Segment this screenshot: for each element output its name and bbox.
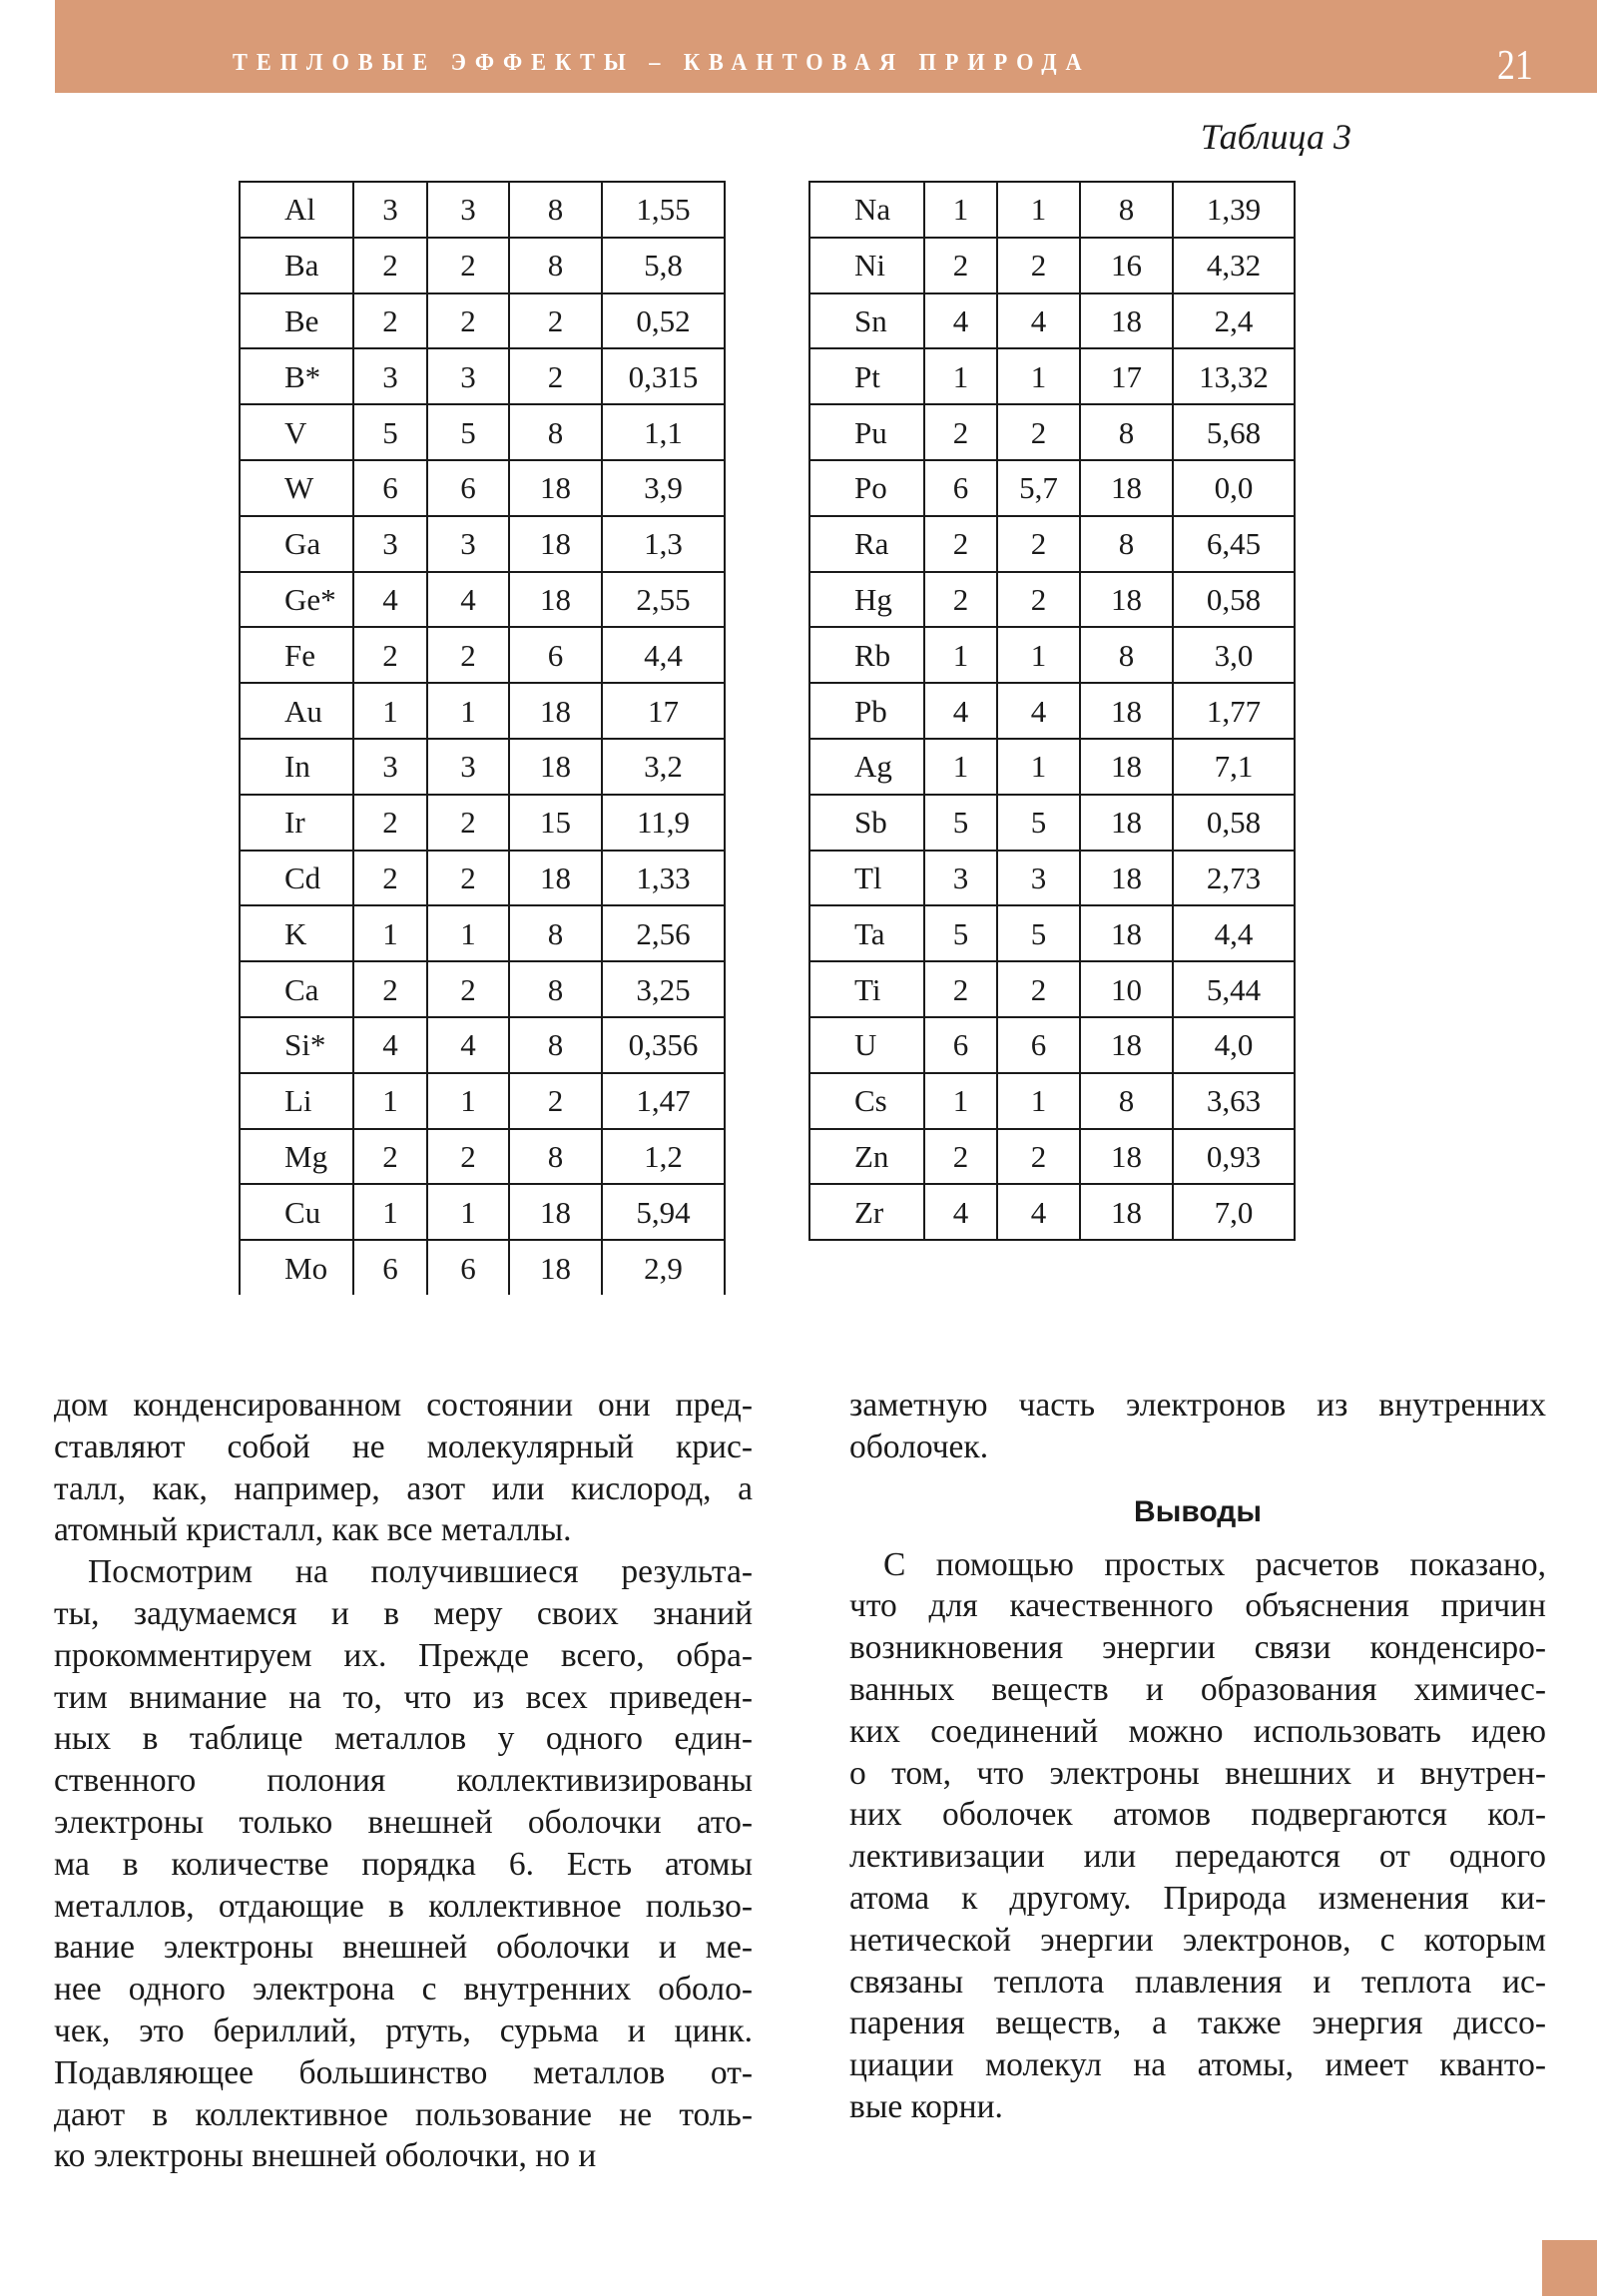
text-line: ко электроны внешней оболочки, но и bbox=[54, 2137, 597, 2175]
cell-value-4: 1,33 bbox=[602, 851, 725, 906]
cell-value-4: 1,77 bbox=[1173, 683, 1295, 739]
cell-value-1: 3 bbox=[924, 851, 997, 906]
data-table-right bbox=[808, 181, 1296, 1241]
cell-value-2: 2 bbox=[427, 627, 509, 683]
text-line: нее одного электрона с внутренних оболо- bbox=[54, 1971, 753, 2009]
cell-value-4: 3,63 bbox=[1173, 1073, 1295, 1129]
cell-value-3: 15 bbox=[509, 795, 602, 851]
cell-value-2: 6 bbox=[997, 1017, 1080, 1073]
cell-value-2: 1 bbox=[997, 182, 1080, 238]
table-row bbox=[809, 182, 1295, 238]
cell-element-symbol: Na bbox=[809, 182, 924, 238]
cell-value-2: 4 bbox=[997, 683, 1080, 739]
section-heading-conclusions: Выводы bbox=[1134, 1494, 1262, 1528]
cell-value-2: 1 bbox=[427, 905, 509, 961]
cell-value-1: 2 bbox=[924, 572, 997, 628]
cell-value-2: 5,7 bbox=[997, 460, 1080, 516]
cell-value-3: 2 bbox=[509, 348, 602, 404]
text-line: что для качественного объяснения причин bbox=[849, 1587, 1546, 1625]
cell-value-2: 3 bbox=[427, 182, 509, 238]
cell-element-symbol: Ta bbox=[809, 905, 924, 961]
table-row bbox=[809, 516, 1295, 572]
cell-value-2: 2 bbox=[427, 1129, 509, 1185]
table-row bbox=[240, 1073, 725, 1129]
cell-value-3: 2 bbox=[509, 1073, 602, 1129]
table-row bbox=[809, 1073, 1295, 1129]
cell-value-2: 5 bbox=[427, 404, 509, 460]
cell-element-symbol: Zn bbox=[809, 1129, 924, 1185]
cell-element-symbol: Cs bbox=[809, 1073, 924, 1129]
cell-value-3: 8 bbox=[509, 1129, 602, 1185]
running-title: ТЕПЛОВЫЕ ЭФФЕКТЫ – КВАНТОВАЯ ПРИРОДА bbox=[233, 50, 1091, 76]
cell-value-2: 2 bbox=[427, 238, 509, 293]
cell-value-2: 1 bbox=[997, 627, 1080, 683]
text-line: атомный кристалл, как все металлы. bbox=[54, 1511, 572, 1549]
cell-element-symbol: Ag bbox=[809, 739, 924, 795]
text-line: Подавляющее большинство металлов от- bbox=[54, 2053, 753, 2091]
cell-element-symbol: Sb bbox=[809, 795, 924, 851]
cell-value-4: 5,68 bbox=[1173, 404, 1295, 460]
paragraph bbox=[54, 1385, 753, 1551]
cell-value-3: 18 bbox=[509, 460, 602, 516]
table-row bbox=[809, 851, 1295, 906]
text-line: связаны теплота плавления и теплота ис- bbox=[849, 1963, 1546, 2001]
cell-value-4: 3,2 bbox=[602, 739, 725, 795]
cell-value-4: 1,2 bbox=[602, 1129, 725, 1185]
table-row bbox=[240, 905, 725, 961]
cell-value-3: 8 bbox=[509, 404, 602, 460]
cell-element-symbol: Pb bbox=[809, 683, 924, 739]
table-row bbox=[809, 905, 1295, 961]
cell-value-3: 8 bbox=[509, 905, 602, 961]
table-row bbox=[240, 460, 725, 516]
text-line: чек, это бериллий, ртуть, сурьма и цинк. bbox=[54, 2011, 753, 2049]
cell-value-4: 5,44 bbox=[1173, 961, 1295, 1017]
cell-element-symbol: Pt bbox=[809, 348, 924, 404]
cell-value-3: 8 bbox=[1080, 516, 1173, 572]
cell-value-2: 1 bbox=[427, 683, 509, 739]
cell-value-4: 4,4 bbox=[1173, 905, 1295, 961]
cell-value-1: 2 bbox=[353, 293, 427, 349]
cell-element-symbol: Rb bbox=[809, 627, 924, 683]
text-line: вые корни. bbox=[849, 2087, 1003, 2125]
cell-value-2: 6 bbox=[427, 460, 509, 516]
cell-element-symbol: U bbox=[809, 1017, 924, 1073]
cell-value-1: 4 bbox=[924, 293, 997, 349]
text-line: Посмотрим на получившиеся результа- bbox=[88, 1553, 753, 1591]
cell-value-3: 8 bbox=[1080, 182, 1173, 238]
cell-value-2: 1 bbox=[997, 1073, 1080, 1129]
body-text-right-column bbox=[849, 1385, 1546, 2128]
cell-value-4: 0,356 bbox=[602, 1017, 725, 1073]
cell-value-4: 0,58 bbox=[1173, 572, 1295, 628]
cell-element-symbol: Pu bbox=[809, 404, 924, 460]
table-row bbox=[809, 1017, 1295, 1073]
cell-value-1: 1 bbox=[353, 905, 427, 961]
text-line: парения веществ, а также энергия диссо- bbox=[849, 2005, 1546, 2042]
cell-value-3: 18 bbox=[509, 683, 602, 739]
text-line: ких соединений можно использовать идею bbox=[849, 1712, 1546, 1750]
cell-value-1: 1 bbox=[353, 683, 427, 739]
cell-value-2: 4 bbox=[427, 572, 509, 628]
cell-value-1: 3 bbox=[353, 739, 427, 795]
cell-value-3: 8 bbox=[509, 238, 602, 293]
cell-element-symbol: Cu bbox=[240, 1184, 353, 1240]
cell-value-4: 4,32 bbox=[1173, 238, 1295, 293]
cell-element-symbol: B* bbox=[240, 348, 353, 404]
cell-value-2: 2 bbox=[427, 795, 509, 851]
cell-value-1: 6 bbox=[924, 460, 997, 516]
cell-value-4: 0,315 bbox=[602, 348, 725, 404]
cell-value-2: 2 bbox=[427, 851, 509, 906]
cell-element-symbol: Fe bbox=[240, 627, 353, 683]
text-line: заметную часть электронов из внутренних bbox=[849, 1387, 1546, 1424]
cell-value-3: 8 bbox=[509, 1017, 602, 1073]
cell-element-symbol: Ca bbox=[240, 961, 353, 1017]
table-row bbox=[240, 961, 725, 1017]
cell-value-1: 6 bbox=[353, 460, 427, 516]
cell-element-symbol: Sn bbox=[809, 293, 924, 349]
cell-value-1: 2 bbox=[353, 795, 427, 851]
cell-value-3: 17 bbox=[1080, 348, 1173, 404]
text-line: лективизации или передаются от одного bbox=[849, 1838, 1546, 1876]
text-line: ставляют собой не молекулярный крис- bbox=[54, 1428, 753, 1465]
text-line: тим внимание на то, что из всех приведен- bbox=[54, 1678, 753, 1716]
cell-value-4: 1,3 bbox=[602, 516, 725, 572]
cell-value-4: 1,39 bbox=[1173, 182, 1295, 238]
cell-element-symbol: Mo bbox=[240, 1240, 353, 1295]
text-line: ных в таблице металлов у одного един- bbox=[54, 1720, 753, 1758]
cell-value-1: 2 bbox=[353, 238, 427, 293]
cell-value-3: 18 bbox=[1080, 1184, 1173, 1240]
cell-value-4: 2,73 bbox=[1173, 851, 1295, 906]
cell-value-3: 18 bbox=[509, 739, 602, 795]
table-row bbox=[809, 348, 1295, 404]
table-row bbox=[240, 683, 725, 739]
cell-value-3: 18 bbox=[1080, 460, 1173, 516]
text-line: талл, как, например, азот или кислород, а bbox=[54, 1469, 753, 1507]
text-line: циации молекул на атомы, имеет кванто- bbox=[849, 2046, 1546, 2084]
table-row bbox=[809, 739, 1295, 795]
cell-value-4: 1,55 bbox=[602, 182, 725, 238]
table-row bbox=[809, 404, 1295, 460]
table-row bbox=[809, 795, 1295, 851]
cell-element-symbol: Si* bbox=[240, 1017, 353, 1073]
cell-value-2: 2 bbox=[997, 404, 1080, 460]
cell-value-1: 2 bbox=[353, 1129, 427, 1185]
table-row bbox=[809, 238, 1295, 293]
cell-value-4: 5,8 bbox=[602, 238, 725, 293]
cell-value-3: 18 bbox=[509, 516, 602, 572]
cell-value-1: 2 bbox=[353, 961, 427, 1017]
cell-element-symbol: Tl bbox=[809, 851, 924, 906]
text-line: возникновения энергии связи конденсиро- bbox=[849, 1629, 1546, 1667]
table-row bbox=[809, 460, 1295, 516]
running-header-band bbox=[55, 0, 1597, 93]
cell-element-symbol: Hg bbox=[809, 572, 924, 628]
text-line: дом конденсированном состоянии они пред- bbox=[54, 1387, 753, 1424]
cell-element-symbol: Mg bbox=[240, 1129, 353, 1185]
cell-value-2: 1 bbox=[997, 739, 1080, 795]
cell-value-2: 3 bbox=[427, 348, 509, 404]
cell-value-4: 3,9 bbox=[602, 460, 725, 516]
table-row bbox=[809, 683, 1295, 739]
cell-value-3: 18 bbox=[509, 851, 602, 906]
cell-element-symbol: Ir bbox=[240, 795, 353, 851]
cell-value-4: 0,58 bbox=[1173, 795, 1295, 851]
cell-value-2: 1 bbox=[997, 348, 1080, 404]
cell-element-symbol: Cd bbox=[240, 851, 353, 906]
cell-value-2: 4 bbox=[997, 1184, 1080, 1240]
cell-value-3: 18 bbox=[1080, 795, 1173, 851]
cell-element-symbol: Au bbox=[240, 683, 353, 739]
cell-value-2: 2 bbox=[997, 572, 1080, 628]
text-line: дают в коллективное пользование не толь- bbox=[54, 2095, 753, 2133]
text-line: С помощью простых расчетов показано, bbox=[883, 1545, 1546, 1583]
cell-value-4: 3,0 bbox=[1173, 627, 1295, 683]
cell-element-symbol: V bbox=[240, 404, 353, 460]
table-row bbox=[240, 516, 725, 572]
cell-element-symbol: Ti bbox=[809, 961, 924, 1017]
cell-value-1: 2 bbox=[924, 516, 997, 572]
text-line: о том, что электроны внешних и внутрен- bbox=[849, 1754, 1546, 1792]
cell-element-symbol: Ge* bbox=[240, 572, 353, 628]
cell-value-4: 6,45 bbox=[1173, 516, 1295, 572]
cell-value-1: 1 bbox=[924, 739, 997, 795]
cell-value-3: 18 bbox=[1080, 572, 1173, 628]
text-line: ванных веществ и образования химичес- bbox=[849, 1670, 1546, 1708]
cell-value-4: 5,94 bbox=[602, 1184, 725, 1240]
cell-value-4: 1,1 bbox=[602, 404, 725, 460]
text-line: атома к другому. Природа изменения ки- bbox=[849, 1879, 1546, 1917]
cell-value-4: 0,52 bbox=[602, 293, 725, 349]
cell-element-symbol: Li bbox=[240, 1073, 353, 1129]
text-line: металлов, отдающие в коллективное пользо- bbox=[54, 1887, 753, 1925]
cell-value-4: 4,0 bbox=[1173, 1017, 1295, 1073]
cell-value-1: 3 bbox=[353, 182, 427, 238]
text-line: ты, задумаемся и в меру своих знаний bbox=[54, 1594, 753, 1632]
table-row bbox=[809, 627, 1295, 683]
cell-value-3: 16 bbox=[1080, 238, 1173, 293]
cell-value-2: 2 bbox=[997, 1129, 1080, 1185]
cell-value-1: 2 bbox=[924, 1129, 997, 1185]
table-row bbox=[240, 1129, 725, 1185]
text-line: электроны только внешней оболочки ато- bbox=[54, 1803, 753, 1841]
text-line: ственного полония коллективизированы bbox=[54, 1762, 753, 1800]
table-row bbox=[240, 1240, 725, 1295]
cell-value-1: 1 bbox=[924, 627, 997, 683]
cell-value-4: 1,47 bbox=[602, 1073, 725, 1129]
cell-value-4: 11,9 bbox=[602, 795, 725, 851]
cell-value-1: 2 bbox=[353, 627, 427, 683]
cell-value-2: 5 bbox=[997, 905, 1080, 961]
page-number: 21 bbox=[1497, 43, 1533, 89]
cell-value-3: 10 bbox=[1080, 961, 1173, 1017]
corner-decoration-block bbox=[1542, 2240, 1597, 2296]
table-row bbox=[240, 572, 725, 628]
cell-value-4: 2,56 bbox=[602, 905, 725, 961]
cell-value-1: 6 bbox=[353, 1240, 427, 1295]
cell-value-3: 8 bbox=[509, 961, 602, 1017]
cell-value-1: 3 bbox=[353, 348, 427, 404]
cell-element-symbol: Al bbox=[240, 182, 353, 238]
cell-value-4: 2,4 bbox=[1173, 293, 1295, 349]
body-text-left-column bbox=[54, 1385, 753, 2177]
cell-value-1: 1 bbox=[924, 1073, 997, 1129]
cell-value-1: 1 bbox=[924, 348, 997, 404]
table-row bbox=[809, 1129, 1295, 1185]
cell-element-symbol: K bbox=[240, 905, 353, 961]
cell-value-2: 3 bbox=[997, 851, 1080, 906]
cell-value-2: 5 bbox=[997, 795, 1080, 851]
cell-value-1: 4 bbox=[924, 683, 997, 739]
cell-value-1: 5 bbox=[924, 795, 997, 851]
cell-value-2: 2 bbox=[427, 961, 509, 1017]
cell-value-4: 7,1 bbox=[1173, 739, 1295, 795]
cell-element-symbol: Ga bbox=[240, 516, 353, 572]
cell-value-2: 3 bbox=[427, 739, 509, 795]
cell-value-3: 8 bbox=[1080, 404, 1173, 460]
table-row bbox=[809, 961, 1295, 1017]
cell-value-3: 18 bbox=[1080, 1129, 1173, 1185]
cell-value-2: 2 bbox=[997, 516, 1080, 572]
cell-value-3: 18 bbox=[1080, 905, 1173, 961]
cell-value-1: 6 bbox=[924, 1017, 997, 1073]
cell-value-4: 7,0 bbox=[1173, 1184, 1295, 1240]
table-row bbox=[240, 348, 725, 404]
cell-value-2: 6 bbox=[427, 1240, 509, 1295]
cell-value-4: 0,0 bbox=[1173, 460, 1295, 516]
cell-element-symbol: Ni bbox=[809, 238, 924, 293]
text-line: вание электроны внешней оболочки и ме- bbox=[54, 1929, 753, 1967]
cell-value-3: 18 bbox=[1080, 683, 1173, 739]
cell-value-1: 5 bbox=[924, 905, 997, 961]
cell-value-1: 4 bbox=[353, 1017, 427, 1073]
cell-value-1: 4 bbox=[924, 1184, 997, 1240]
cell-element-symbol: Zr bbox=[809, 1184, 924, 1240]
cell-value-3: 8 bbox=[1080, 627, 1173, 683]
cell-element-symbol: In bbox=[240, 739, 353, 795]
text-line: них оболочек атомов подвергаются кол- bbox=[849, 1796, 1546, 1834]
cell-value-1: 1 bbox=[353, 1184, 427, 1240]
cell-element-symbol: Be bbox=[240, 293, 353, 349]
cell-value-3: 2 bbox=[509, 293, 602, 349]
table-row bbox=[240, 1184, 725, 1240]
table-row bbox=[240, 795, 725, 851]
table-row bbox=[809, 1184, 1295, 1240]
table-row bbox=[240, 739, 725, 795]
table-row bbox=[240, 182, 725, 238]
text-line: оболочек. bbox=[849, 1428, 989, 1465]
text-line: нетической энергии электронов, с которым bbox=[849, 1921, 1546, 1959]
cell-value-3: 18 bbox=[509, 1240, 602, 1295]
text-line: прокомментируем их. Прежде всего, обра- bbox=[54, 1636, 753, 1674]
cell-value-1: 2 bbox=[353, 851, 427, 906]
table-caption: Таблица 3 bbox=[1200, 117, 1351, 157]
cell-value-2: 3 bbox=[427, 516, 509, 572]
cell-value-1: 1 bbox=[924, 182, 997, 238]
table-row bbox=[240, 404, 725, 460]
table-row bbox=[240, 627, 725, 683]
cell-value-3: 8 bbox=[509, 182, 602, 238]
paragraph bbox=[849, 1385, 1546, 1468]
table-row bbox=[809, 293, 1295, 349]
cell-element-symbol: Ra bbox=[809, 516, 924, 572]
text-line: ма в количестве порядка 6. Есть атомы bbox=[54, 1845, 753, 1883]
cell-value-4: 17 bbox=[602, 683, 725, 739]
cell-element-symbol: Ba bbox=[240, 238, 353, 293]
cell-value-3: 18 bbox=[509, 1184, 602, 1240]
cell-value-4: 4,4 bbox=[602, 627, 725, 683]
paragraph bbox=[54, 1551, 753, 2177]
cell-value-4: 2,9 bbox=[602, 1240, 725, 1295]
table-row bbox=[240, 238, 725, 293]
data-table-left bbox=[239, 181, 726, 1295]
cell-value-2: 2 bbox=[997, 238, 1080, 293]
cell-value-4: 2,55 bbox=[602, 572, 725, 628]
cell-value-1: 4 bbox=[353, 572, 427, 628]
cell-value-4: 0,93 bbox=[1173, 1129, 1295, 1185]
cell-value-2: 4 bbox=[427, 1017, 509, 1073]
cell-value-2: 1 bbox=[427, 1184, 509, 1240]
cell-value-3: 18 bbox=[1080, 739, 1173, 795]
table-row bbox=[809, 572, 1295, 628]
cell-value-1: 2 bbox=[924, 404, 997, 460]
cell-value-3: 6 bbox=[509, 627, 602, 683]
table-row bbox=[240, 1017, 725, 1073]
cell-value-2: 2 bbox=[427, 293, 509, 349]
cell-value-1: 2 bbox=[924, 961, 997, 1017]
cell-element-symbol: Po bbox=[809, 460, 924, 516]
cell-value-3: 8 bbox=[1080, 1073, 1173, 1129]
table-row bbox=[240, 293, 725, 349]
cell-value-3: 18 bbox=[1080, 293, 1173, 349]
cell-value-3: 18 bbox=[509, 572, 602, 628]
cell-value-2: 1 bbox=[427, 1073, 509, 1129]
cell-value-3: 18 bbox=[1080, 851, 1173, 906]
cell-value-3: 18 bbox=[1080, 1017, 1173, 1073]
table-row bbox=[240, 851, 725, 906]
cell-value-1: 5 bbox=[353, 404, 427, 460]
paragraph bbox=[849, 1544, 1546, 2128]
cell-value-1: 3 bbox=[353, 516, 427, 572]
cell-value-4: 3,25 bbox=[602, 961, 725, 1017]
cell-value-2: 4 bbox=[997, 293, 1080, 349]
cell-element-symbol: W bbox=[240, 460, 353, 516]
cell-value-4: 13,32 bbox=[1173, 348, 1295, 404]
cell-value-1: 1 bbox=[353, 1073, 427, 1129]
cell-value-1: 2 bbox=[924, 238, 997, 293]
cell-value-2: 2 bbox=[997, 961, 1080, 1017]
